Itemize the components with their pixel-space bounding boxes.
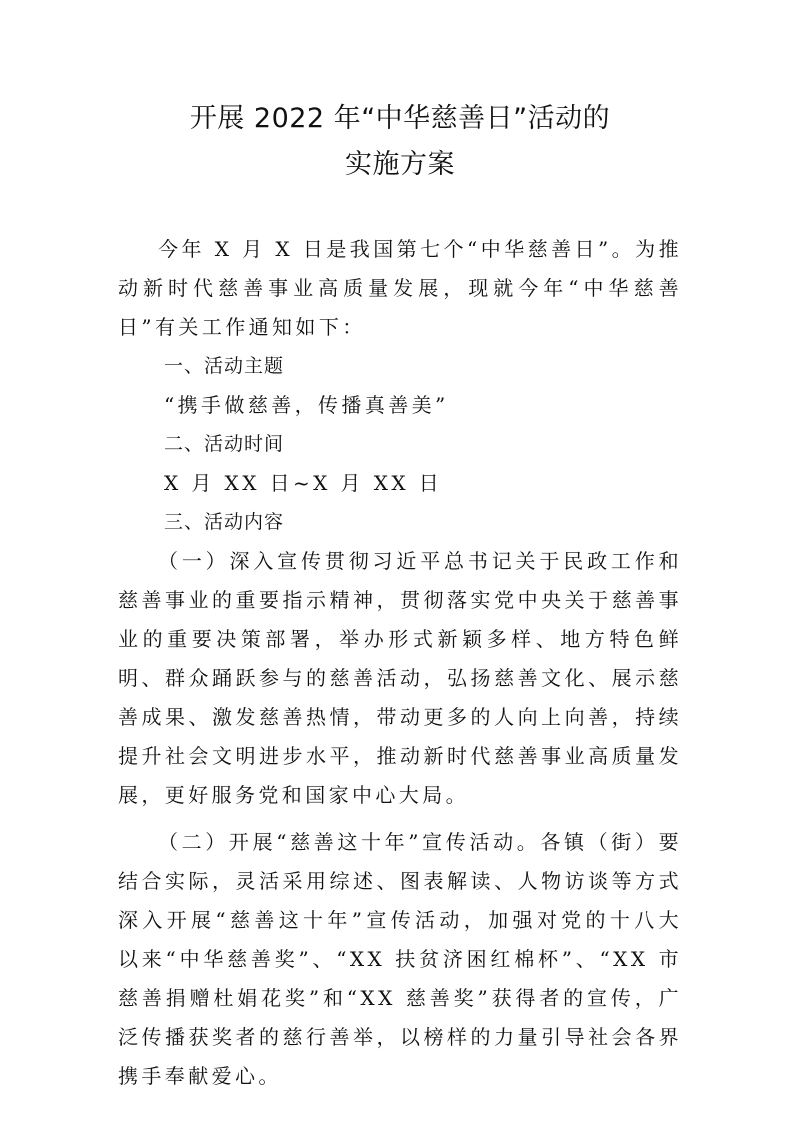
- intro-paragraph: 今年 X 月 X 日是我国第七个“中华慈善日”。为推动新时代慈善事业高质量发展，现就今年“中华慈善日”有关工作通知如下：: [118, 237, 682, 339]
- theme-text: “携手做慈善，传播真善美”: [164, 393, 449, 417]
- section-heading-content: 三、活动内容: [164, 511, 285, 533]
- document-body: [118, 230, 682, 1096]
- section-heading-theme: 一、活动主题: [164, 355, 285, 377]
- title-line-1: 开展 2022 年“中华慈善日”活动的: [189, 103, 611, 134]
- document-title: [118, 96, 682, 188]
- section-heading-time: 二、活动时间: [164, 433, 285, 455]
- content-paragraph-2: （二）开展“慈善这十年”宣传活动。各镇（街）要结合实际，灵活采用综述、图表解读、人物访谈等方式深入开展“慈善这十年”宣传活动，加强对党的十八大以来“中华慈善奖”、“XX 扶贫济困红棉杯”、“XX 市慈善捐赠杜娟花奖”和“XX 慈善奖”获得者的宣传，广泛传播获奖者的慈行善举，以榜样的力量引导社会各界携手奉献爱心。: [118, 830, 682, 1088]
- content-paragraph-1: （一）深入宣传贯彻习近平总书记关于民政工作和慈善事业的重要指示精神，贯彻落实党中央关于慈善事业的重要决策部署，举办形式新颖多样、地方特色鲜明、群众踊跃参与的慈善活动，弘扬慈善文化、展示慈善成果、激发慈善热情，带动更多的人向上向善，持续提升社会文明进步水平，推动新时代慈善事业高质量发展，更好服务党和国家中心大局。: [118, 549, 682, 807]
- time-text: X 月 XX 日~X 月 XX 日: [164, 471, 443, 495]
- title-line-2: 实施方案: [345, 149, 455, 180]
